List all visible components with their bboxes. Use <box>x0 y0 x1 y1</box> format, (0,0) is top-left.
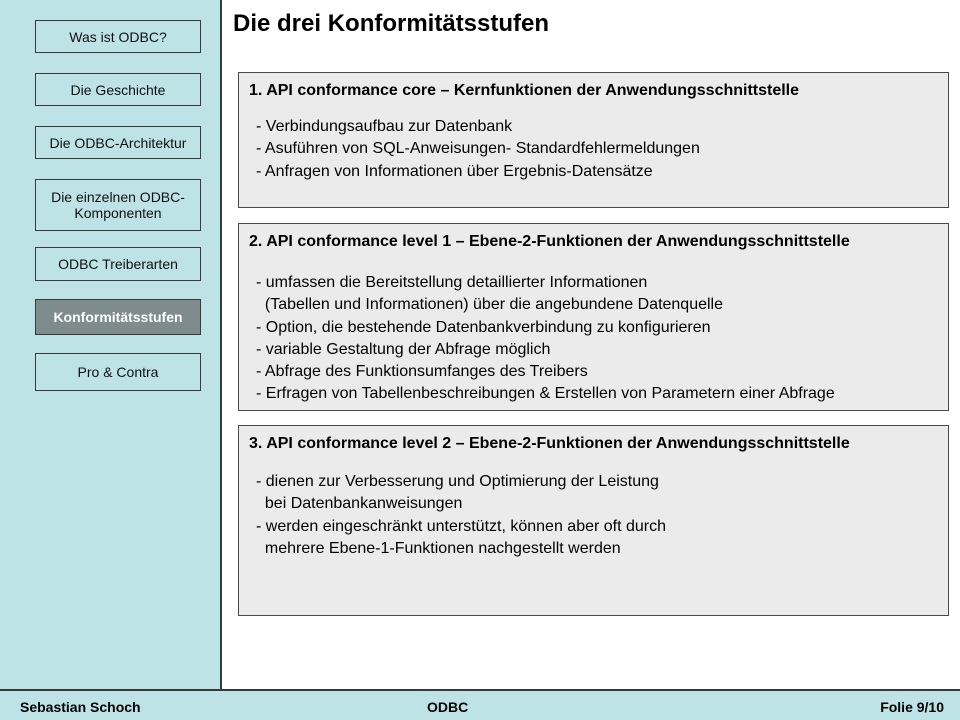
footer-bar <box>0 689 960 720</box>
nav-item-geschichte[interactable]: Die Geschichte <box>35 73 201 106</box>
list-item: - variable Gestaltung der Abfrage möglich <box>256 340 551 358</box>
list-item: - Erfragen von Tabellenbeschreibungen & Erstellen von Parametern einer Abfrage <box>256 385 835 403</box>
list-item: bei Datenbankanweisungen <box>256 495 463 513</box>
nav-item-was-ist-odbc[interactable]: Was ist ODBC? <box>35 20 201 53</box>
footer-author: Sebastian Schoch <box>20 699 141 715</box>
section-box-level-2 <box>238 425 949 616</box>
list-item: - dienen zur Verbesserung und Optimierung der Leistung <box>256 473 659 490</box>
section-title: 2. API conformance level 1 – Ebene-2-Funktionen der Anwendungsschnittstelle <box>249 233 850 250</box>
list-item: mehrere Ebene-1-Funktionen nachgestellt werden <box>256 539 621 557</box>
list-item: - Asuführen von SQL-Anweisungen- Standardfehlermeldungen <box>256 140 700 158</box>
nav-item-treiberarten[interactable]: ODBC Treiberarten <box>35 247 201 281</box>
list-item: - Anfragen von Informationen über Ergebnis-Datensätze <box>256 162 653 180</box>
section-list <box>256 471 666 560</box>
sidebar <box>0 0 222 689</box>
section-title: 1. API conformance core – Kernfunktionen der Anwendungsschnittstelle <box>249 82 800 99</box>
list-item: - werden eingeschränkt unterstützt, können aber oft durch <box>256 517 667 535</box>
page-title: Die drei Konformitätsstufen <box>233 10 550 37</box>
section-list <box>256 116 700 183</box>
section-list <box>256 272 835 406</box>
list-item: (Tabellen und Informationen) über die angebundene Datenquelle <box>256 296 724 314</box>
nav-item-pro-contra[interactable]: Pro & Contra <box>35 353 201 391</box>
section-box-level-1 <box>238 223 949 411</box>
footer-slide-number: Folie 9/10 <box>880 699 944 715</box>
nav-item-konformitaetsstufen[interactable]: Konformitätsstufen <box>35 299 201 335</box>
list-item: - umfassen die Bereitstellung detaillierter Informationen <box>256 274 648 291</box>
nav-item-architektur[interactable]: Die ODBC-Architektur <box>35 126 201 159</box>
nav-item-komponenten[interactable]: Die einzelnen ODBC- Komponenten <box>35 179 201 231</box>
list-item: - Verbindungsaufbau zur Datenbank <box>256 118 513 135</box>
section-title: 3. API conformance level 2 – Ebene-2-Funktionen der Anwendungsschnittstelle <box>249 435 850 452</box>
list-item: - Abfrage des Funktionsumfanges des Treibers <box>256 363 588 381</box>
list-item: - Option, die bestehende Datenbankverbindung zu konfigurieren <box>256 318 711 336</box>
section-box-core <box>238 72 949 208</box>
footer-topic: ODBC <box>427 699 469 715</box>
